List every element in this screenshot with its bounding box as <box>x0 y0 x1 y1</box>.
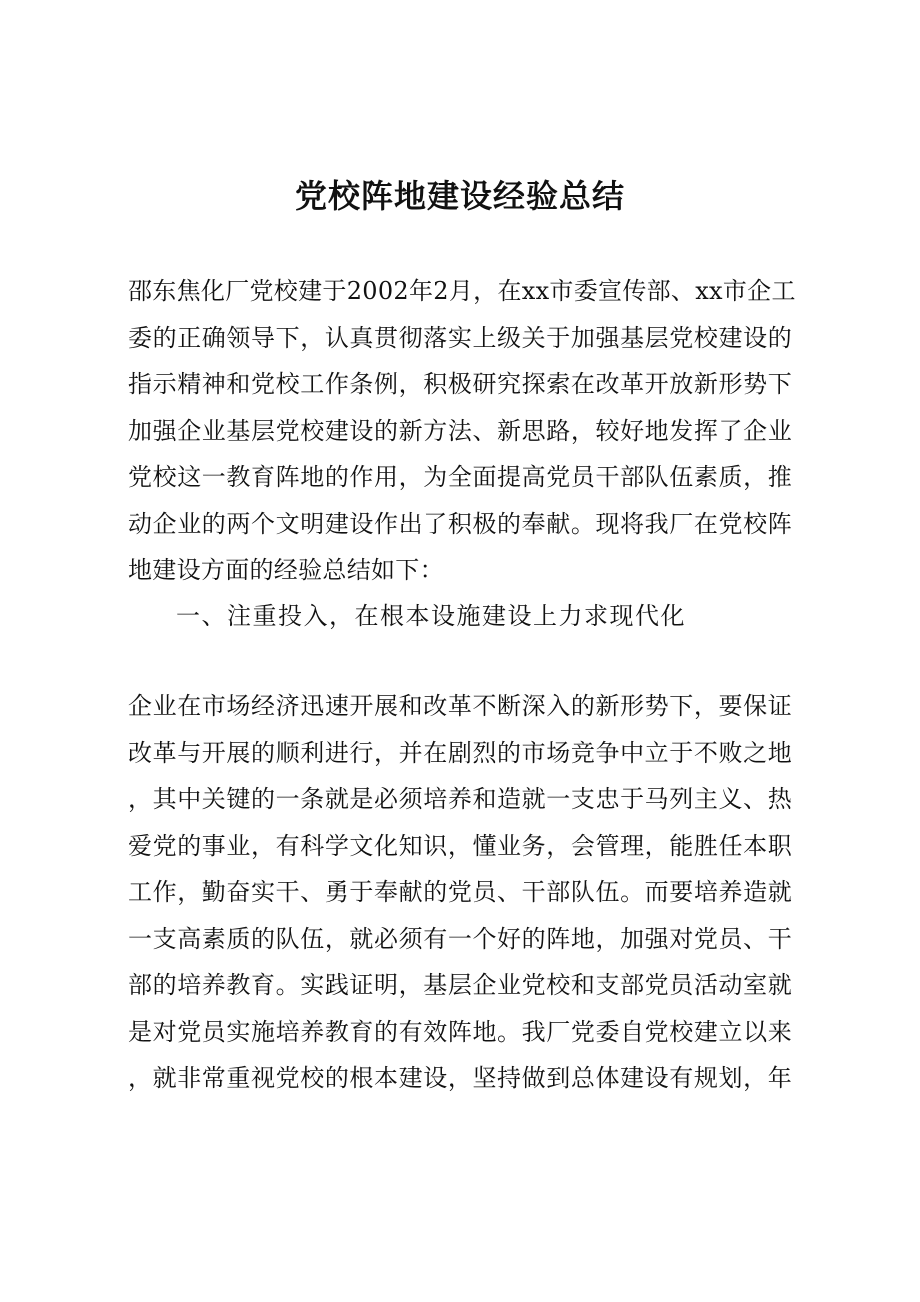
intro-paragraph <box>128 268 796 594</box>
body-line-3: ，其中关键的一条就是必须培养和造就一支忠于马列主义、热 <box>128 785 792 813</box>
intro-line-3: 指示精神和党校工作条例，积极研究探索在改革开放新形势下 <box>128 370 792 398</box>
body-line-4: 爱党的事业，有科学文化知识，懂业务，会管理，能胜任本职 <box>128 831 792 860</box>
body-line-5: 工作，勤奋实干、勇于奉献的党员、干部队伍。而要培养造就 <box>128 878 792 906</box>
body-line-7: 部的培养教育。实践证明，基层企业党校和支部党员活动室就 <box>128 971 792 999</box>
document-title: 党校阵地建设经验总结 <box>294 177 625 215</box>
intro-line-1: 邵东焦化厂党校建于2002年2月，在xx市委宣传部、xx市企工 <box>128 277 796 305</box>
body-line-1: 企业在市场经济迅速开展和改革不断深入的新形势下，要保证 <box>128 692 792 720</box>
body-line-9: ，就非常重视党校的根本建设，坚持做到总体建设有规划，年 <box>128 1064 792 1092</box>
body-line-8: 是对党员实施培养教育的有效阵地。我厂党委自党校建立以来 <box>128 1017 792 1046</box>
intro-line-5: 党校这一教育阵地的作用，为全面提高党员干部队伍素质，推 <box>128 463 792 491</box>
body-paragraph <box>128 683 792 1102</box>
intro-line-2: 委的正确领导下，认真贯彻落实上级关于加强基层党校建设的 <box>128 323 792 352</box>
intro-line-4: 加强企业基层党校建设的新方法、新思路，较好地发挥了企业 <box>128 416 792 445</box>
body-line-2: 改革与开展的顺利进行，并在剧烈的市场竞争中立于不败之地 <box>128 738 792 767</box>
body-line-6: 一支高素质的队伍，就必须有一个好的阵地，加强对党员、干 <box>128 924 792 953</box>
intro-line-7: 地建设方面的经验总结如下： <box>128 556 444 584</box>
section-heading-1: 一、注重投入，在根本设施建设上力求现代化 <box>176 602 686 630</box>
intro-line-6: 动企业的两个文明建设作出了积极的奉献。现将我厂在党校阵 <box>128 509 792 538</box>
